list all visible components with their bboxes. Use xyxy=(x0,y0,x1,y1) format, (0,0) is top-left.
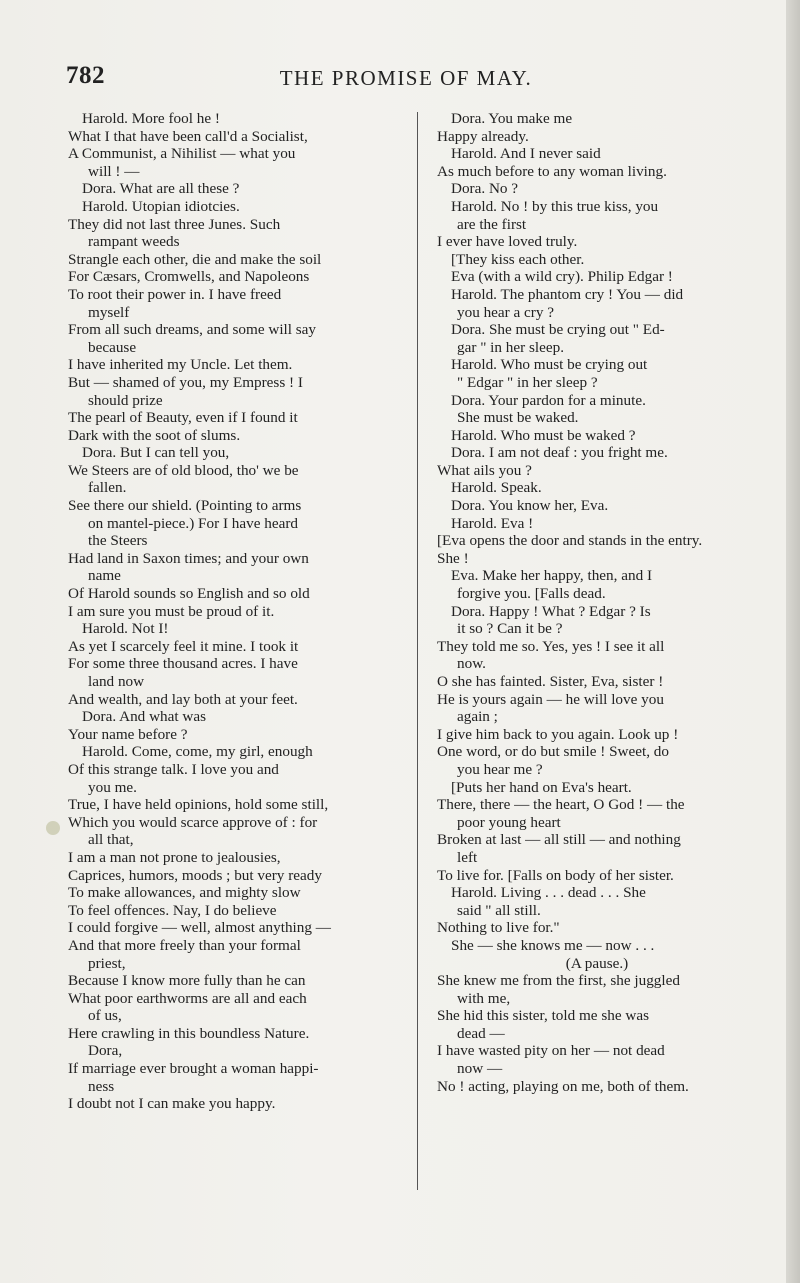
column-divider xyxy=(417,112,418,1190)
text-line: They told me so. Yes, yes ! I see it all xyxy=(437,637,665,655)
text-line: Happy already. xyxy=(437,127,529,145)
text-line: I give him back to you again. Look up ! xyxy=(437,725,679,743)
text-line: it so ? Can it be ? xyxy=(457,620,563,638)
text-line: you hear a cry ? xyxy=(457,303,554,321)
text-line: Harold. And I never said xyxy=(451,145,601,163)
text-line: What I that have been call'd a Socialist, xyxy=(68,127,308,145)
text-line: The pearl of Beauty, even if I found it xyxy=(68,409,298,427)
text-line: There, there — the heart, O God ! — the xyxy=(437,796,685,814)
text-line: She — she knows me — now . . . xyxy=(451,936,655,954)
text-line: with me, xyxy=(457,989,511,1007)
text-line: you hear me ? xyxy=(457,760,543,778)
text-line: now. xyxy=(457,655,486,673)
text-line: (A pause.) xyxy=(565,954,629,972)
text-line: To live for. [Falls on body of her sister. xyxy=(437,866,674,884)
left-column xyxy=(68,110,388,1113)
text-line: She must be waked. xyxy=(457,409,579,427)
text-line: She knew me from the first, she juggled xyxy=(437,972,680,990)
text-line: Dora. No ? xyxy=(451,180,519,198)
text-line: [Puts her hand on Eva's heart. xyxy=(451,778,632,796)
text-line: As yet I scarcely feel it mine. I took it xyxy=(68,637,299,655)
text-line: See there our shield. (Pointing to arms xyxy=(68,497,302,515)
text-line: on mantel-piece.) For I have heard xyxy=(88,514,298,532)
page-stain xyxy=(46,821,60,835)
text-line: If marriage ever brought a woman happi- xyxy=(68,1060,319,1078)
text-line: And that more freely than your formal xyxy=(68,936,301,954)
text-line: What ails you ? xyxy=(437,461,532,479)
text-line: fallen. xyxy=(88,479,127,497)
text-line: myself xyxy=(88,303,130,321)
text-line: For Cæsars, Cromwells, and Napoleons xyxy=(68,268,310,286)
text-line: As much before to any woman living. xyxy=(437,162,667,180)
text-line: land now xyxy=(88,673,145,690)
text-line: Harold. Who must be waked ? xyxy=(451,426,636,444)
text-line: because xyxy=(88,338,137,356)
text-line: Dora, xyxy=(88,1042,123,1060)
text-line: Eva. Make her happy, then, and I xyxy=(451,567,653,585)
page-edge xyxy=(786,0,800,1283)
text-line: Harold. Utopian idiotcies. xyxy=(82,197,240,215)
text-line: Dora. She must be crying out " Ed- xyxy=(451,321,665,339)
text-line: Dora. Happy ! What ? Edgar ? Is xyxy=(451,602,651,620)
text-line: I am sure you must be proud of it. xyxy=(68,602,275,620)
text-line: Dora. And what was xyxy=(82,708,207,726)
text-line: We Steers are of old blood, tho' we be xyxy=(68,461,299,479)
text-line: But — shamed of you, my Empress ! I xyxy=(68,373,303,391)
text-line: ness xyxy=(88,1077,115,1095)
text-line: forgive you. [Falls dead. xyxy=(457,585,606,603)
text-line: Harold. No ! by this true kiss, you xyxy=(451,197,659,215)
text-line: O she has fainted. Sister, Eva, sister ! xyxy=(437,673,664,690)
text-line: Your name before ? xyxy=(68,725,188,743)
text-line: priest, xyxy=(88,954,126,972)
text-line: " Edgar " in her sleep ? xyxy=(457,373,598,391)
running-head: THE PROMISE OF MAY. xyxy=(279,66,533,90)
text-line: I doubt not I can make you happy. xyxy=(68,1095,276,1113)
text-line: They did not last three Junes. Such xyxy=(68,215,281,233)
text-line: all that, xyxy=(88,831,134,849)
text-line: Dora. Your pardon for a minute. xyxy=(451,391,646,409)
text-line: I ever have loved truly. xyxy=(437,233,578,251)
text-line: Eva (with a wild cry). Philip Edgar ! xyxy=(451,268,673,286)
text-line: Had land in Saxon times; and your own xyxy=(68,549,309,567)
text-line: Harold. Speak. xyxy=(451,479,542,497)
text-line: And wealth, and lay both at your feet. xyxy=(68,690,298,708)
text-line: Harold. Who must be crying out xyxy=(451,356,648,374)
text-line: One word, or do but smile ! Sweet, do xyxy=(437,743,669,761)
text-line: Which you would scarce approve of : for xyxy=(68,813,318,831)
text-line: To feel offences. Nay, I do believe xyxy=(68,901,277,919)
text-line: dead — xyxy=(457,1024,505,1042)
text-line: He is yours again — he will love you xyxy=(437,690,664,708)
text-line: Dark with the soot of slums. xyxy=(68,426,241,444)
text-line: Strangle each other, die and make the soil xyxy=(68,250,322,268)
text-line: should prize xyxy=(88,391,163,409)
text-line: Harold. Eva ! xyxy=(451,514,534,532)
text-line: Dora. But I can tell you, xyxy=(82,444,230,462)
text-line: Dora. What are all these ? xyxy=(82,180,240,198)
text-line: [Eva opens the door and stands in the entry. xyxy=(437,532,703,550)
text-line: Because I know more fully than he can xyxy=(68,972,306,990)
text-line: From all such dreams, and some will say xyxy=(68,321,317,339)
text-line: again ; xyxy=(457,708,498,726)
text-line: Nothing to live for." xyxy=(437,919,560,937)
text-line: of us, xyxy=(88,1007,122,1025)
text-line: Dora. You know her, Eva. xyxy=(451,497,609,515)
text-line: will ! — xyxy=(88,162,140,180)
text-line: For some three thousand acres. I have xyxy=(68,655,298,673)
text-line: She ! xyxy=(437,549,469,567)
text-line: I could forgive — well, almost anything — xyxy=(68,919,331,937)
text-line: I have wasted pity on her — not dead xyxy=(437,1042,665,1060)
text-line: Broken at last — all still — and nothing xyxy=(437,831,681,849)
text-line: you me. xyxy=(88,778,137,796)
text-line: Dora. You make me xyxy=(451,110,573,127)
text-line: To root their power in. I have freed xyxy=(68,285,282,303)
text-line: To make allowances, and mighty slow xyxy=(68,884,301,902)
text-line: Caprices, humors, moods ; but very ready xyxy=(68,866,322,884)
text-line: True, I have held opinions, hold some still, xyxy=(68,796,329,814)
text-line: A Communist, a Nihilist — what you xyxy=(68,145,296,163)
right-column xyxy=(437,110,757,1095)
text-line: [They kiss each other. xyxy=(451,250,585,268)
text-line: Harold. Not I! xyxy=(82,620,169,638)
text-line: Harold. The phantom cry ! You — did xyxy=(451,285,684,303)
text-line: the Steers xyxy=(88,532,148,550)
text-line: Harold. Living . . . dead . . . She xyxy=(451,884,646,902)
page-number: 782 xyxy=(66,62,105,89)
text-line: I have inherited my Uncle. Let them. xyxy=(68,356,293,374)
text-line: said " all still. xyxy=(457,901,541,919)
text-line: now — xyxy=(457,1060,503,1078)
text-line: She hid this sister, told me she was xyxy=(437,1007,650,1025)
page-header xyxy=(66,48,746,88)
text-line: No ! acting, playing on me, both of them. xyxy=(437,1077,689,1095)
text-line: Of this strange talk. I love you and xyxy=(68,760,279,778)
text-line: I am a man not prone to jealousies, xyxy=(68,848,281,866)
text-line: Dora. I am not deaf : you fright me. xyxy=(451,444,668,462)
text-line: are the first xyxy=(457,215,527,233)
text-line: name xyxy=(88,567,121,585)
text-line: rampant weeds xyxy=(88,233,180,251)
text-line: Harold. More fool he ! xyxy=(82,110,220,127)
text-line: Harold. Come, come, my girl, enough xyxy=(82,743,313,761)
text-line: gar " in her sleep. xyxy=(457,338,564,356)
text-line: What poor earthworms are all and each xyxy=(68,989,307,1007)
text-line: Here crawling in this boundless Nature. xyxy=(68,1024,310,1042)
text-line: left xyxy=(457,848,478,866)
text-line: Of Harold sounds so English and so old xyxy=(68,585,310,603)
text-line: poor young heart xyxy=(457,813,561,831)
